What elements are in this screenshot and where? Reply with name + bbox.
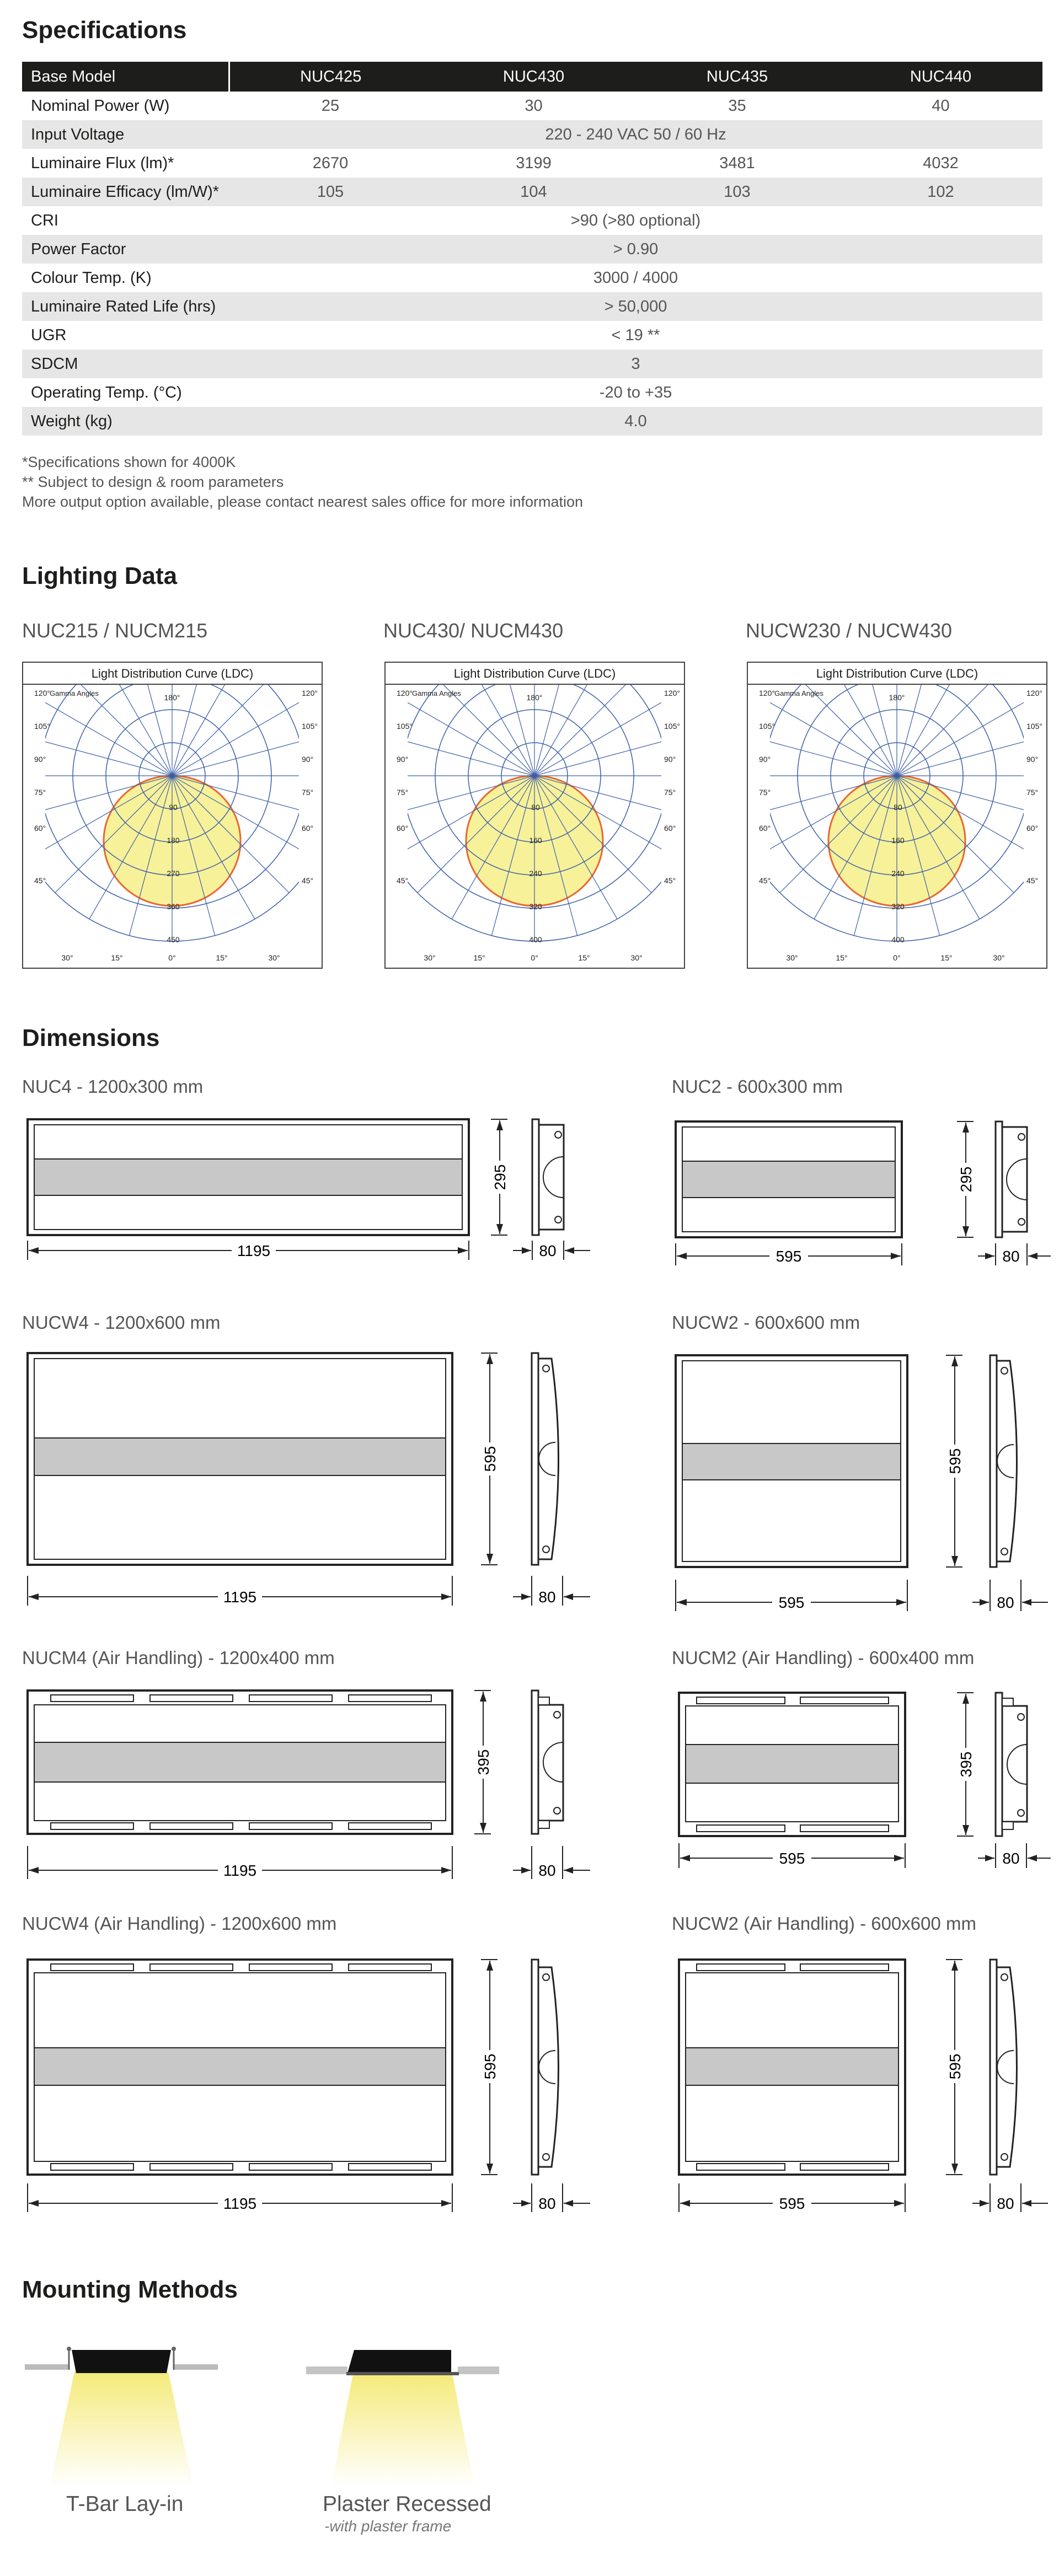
- ldc-chart: [747, 662, 1047, 969]
- ldc-title: NUCW230 / NUCW430: [746, 619, 953, 642]
- dimension-width-label: 1195: [237, 1242, 271, 1259]
- ldc-radial-label: 240: [529, 869, 542, 878]
- spec-row: [22, 321, 1042, 350]
- specifications-title: Specifications: [22, 17, 187, 44]
- spec-row-label: UGR: [22, 321, 229, 350]
- ldc-radial-label: 400: [529, 935, 542, 944]
- dimension-width-label: 595: [778, 1594, 805, 1611]
- spec-row-label: Luminaire Efficacy (lm/W)*: [22, 178, 229, 206]
- dimension-width-label: 1195: [223, 1588, 257, 1606]
- spec-cell: 3: [229, 350, 1042, 378]
- ldc-polar-plot: [386, 685, 684, 968]
- ldc-angle-label: 60°: [759, 824, 771, 833]
- ldc-angle-label: 0°: [168, 953, 176, 962]
- dimension-height-label: 395: [475, 1749, 492, 1775]
- ldc-angle-label: 45°: [759, 876, 771, 885]
- spec-row-label: Colour Temp. (K): [22, 264, 229, 292]
- spec-row: [22, 350, 1042, 378]
- ldc-angle-label: 90°: [1026, 755, 1039, 764]
- dimension-depth-label: 80: [997, 1594, 1014, 1611]
- spec-cell: 105: [229, 178, 432, 206]
- spec-row-label: Operating Temp. (°C): [22, 378, 229, 407]
- ldc-title: NUC215 / NUCM215: [22, 619, 208, 642]
- ldc-grid-spoke: [534, 733, 684, 776]
- dimension-depth-label: 80: [1002, 1850, 1020, 1867]
- spec-row-label: CRI: [22, 206, 229, 235]
- spec-row-label: Luminaire Flux (lm)*: [22, 149, 229, 178]
- dimension-title: NUCW4 (Air Handling) - 1200x600 mm: [22, 1913, 337, 1934]
- ldc-gamma-label: Gamma Angles: [412, 689, 461, 697]
- ldc-radial-label: 400: [891, 935, 905, 944]
- dimension-drawing: [670, 1108, 1056, 1279]
- ldc-chart: [22, 662, 323, 969]
- dimension-drawing: [670, 1345, 1056, 1616]
- ldc-heading: Light Distribution Curve (LDC): [748, 663, 1046, 685]
- dimension-height-label: 595: [482, 1446, 499, 1472]
- ldc-grid-spoke: [172, 693, 315, 776]
- dimension-drawing: [670, 1681, 1056, 1879]
- spec-cell: 220 - 240 VAC 50 / 60 Hz: [229, 120, 1042, 149]
- ldc-angle-label: 60°: [397, 824, 409, 833]
- spec-row: [22, 264, 1042, 292]
- ldc-angle-label: 90°: [664, 755, 676, 764]
- dimension-depth-label: 80: [1002, 1248, 1020, 1265]
- dimension-depth-label: 80: [538, 2195, 556, 2212]
- ldc-angle-label: 45°: [664, 876, 676, 885]
- dimension-height-label: 295: [958, 1166, 975, 1193]
- ldc-angle-label: 120°: [397, 689, 413, 697]
- dimension-drawing: [22, 1345, 618, 1616]
- ldc-angle-label: 60°: [302, 824, 314, 833]
- t-bar-mounting-illustration: [22, 2338, 232, 2498]
- ldc-radial-label: 160: [891, 836, 905, 845]
- spec-row-label: Weight (kg): [22, 407, 229, 436]
- dimension-height-label: 595: [946, 1448, 964, 1474]
- dimension-height-label: 295: [491, 1164, 509, 1190]
- ldc-angle-label: 30°: [786, 953, 798, 962]
- spec-cell: 103: [635, 178, 839, 206]
- ldc-heading: Light Distribution Curve (LDC): [23, 663, 322, 685]
- ldc-angle-label: 75°: [759, 788, 771, 797]
- ldc-grid-spoke: [897, 733, 1046, 776]
- ldc-angle-label: 105°: [34, 722, 50, 731]
- dimension-drawing: [22, 1108, 618, 1274]
- spec-row-label: Luminaire Rated Life (hrs): [22, 292, 229, 321]
- spec-cell: 3199: [432, 149, 635, 178]
- dimension-title: NUCW2 (Air Handling) - 600x600 mm: [672, 1913, 976, 1934]
- ldc-angle-label: 45°: [34, 876, 46, 885]
- ldc-radial-label: 90: [169, 803, 178, 812]
- spec-cell: 40: [839, 92, 1042, 120]
- ldc-angle-label: 30°: [630, 953, 643, 962]
- spec-header-base-model: Base Model: [22, 62, 229, 92]
- spec-cell: 102: [839, 178, 1042, 206]
- ldc-angle-label: 15°: [216, 953, 228, 962]
- ldc-grid-spoke: [897, 685, 1014, 776]
- spec-cell: 4032: [839, 149, 1042, 178]
- dimension-height-label: 395: [958, 1751, 975, 1778]
- mounting-method-label: T-Bar Lay-in: [66, 2492, 184, 2516]
- ldc-polar-plot: [23, 685, 322, 968]
- dimension-width-label: 595: [779, 1850, 805, 1867]
- dimension-width-label: 595: [779, 2195, 805, 2212]
- spec-header-row: [22, 62, 1042, 92]
- ldc-title: NUC430/ NUCM430: [383, 619, 564, 642]
- ldc-angle-label: 105°: [759, 722, 775, 731]
- spec-cell: > 50,000: [229, 292, 1042, 321]
- spec-cell: 3000 / 4000: [229, 264, 1042, 292]
- spec-cell: -20 to +35: [229, 378, 1042, 407]
- ldc-angle-label: 90°: [302, 755, 314, 764]
- ldc-grid-spoke: [780, 685, 897, 776]
- ldc-grid-spoke: [172, 733, 322, 776]
- ldc-grid-spoke: [534, 685, 651, 776]
- ldc-angle-label: 120°: [34, 689, 50, 697]
- ldc-heading: Light Distribution Curve (LDC): [386, 663, 684, 685]
- ldc-radial-label: 240: [891, 869, 905, 878]
- ldc-angle-label: 75°: [397, 788, 409, 797]
- spec-cell: 3481: [635, 149, 839, 178]
- dimension-width-label: 1195: [223, 1862, 257, 1879]
- ldc-angle-label: 120°: [664, 689, 680, 697]
- mounting-method-sublabel: -with plaster frame: [324, 2518, 452, 2535]
- ldc-angle-label: 45°: [1026, 876, 1039, 885]
- footnote: More output option available, please contact nearest sales office for more information: [22, 493, 584, 510]
- ldc-angle-label: 60°: [34, 824, 46, 833]
- spec-cell: 104: [432, 178, 635, 206]
- spec-header-model: NUC425: [229, 62, 432, 92]
- plaster-recessed-illustration: [303, 2338, 513, 2498]
- ldc-angle-label: 120°: [1026, 689, 1042, 697]
- ldc-radial-label: 80: [894, 803, 902, 812]
- dimension-depth-label: 80: [997, 2195, 1014, 2212]
- spec-row: [22, 92, 1042, 120]
- ldc-angle-label: 120°: [302, 689, 318, 697]
- ldc-grid-spoke: [897, 693, 1040, 776]
- ldc-grid-spoke: [55, 685, 172, 776]
- ldc-angle-label: 105°: [302, 722, 318, 731]
- ldc-gamma-label: Gamma Angles: [50, 689, 99, 697]
- ldc-grid-spoke: [753, 693, 897, 776]
- spec-row: [22, 120, 1042, 149]
- specifications-table: [22, 62, 1042, 436]
- ldc-radial-label: 270: [167, 869, 180, 878]
- ldc-radial-label: 160: [529, 836, 542, 845]
- ldc-angle-label: 15°: [473, 953, 485, 962]
- spec-row: [22, 206, 1042, 235]
- lighting-data-title: Lighting Data: [22, 562, 178, 589]
- spec-row: [22, 292, 1042, 321]
- spec-row-label: Input Voltage: [22, 120, 229, 149]
- ldc-angle-label: 15°: [111, 953, 123, 962]
- dimension-width-label: 595: [775, 1248, 802, 1265]
- dimension-height-label: 595: [482, 2053, 499, 2080]
- ldc-angle-label: 0°: [893, 953, 901, 962]
- ldc-angle-label: 30°: [61, 953, 73, 962]
- spec-cell: 30: [432, 92, 635, 120]
- ldc-polar-plot: [748, 685, 1046, 968]
- spec-cell: > 0.90: [229, 235, 1042, 264]
- spec-row-label: Nominal Power (W): [22, 92, 229, 120]
- mounting-methods-title: Mounting Methods: [22, 2276, 238, 2303]
- footnote: ** Subject to design & room parameters: [22, 474, 284, 490]
- ldc-angle-label: 30°: [993, 953, 1005, 962]
- dimension-height-label: 595: [946, 2053, 964, 2080]
- ldc-grid-spoke: [418, 685, 534, 776]
- ldc-grid-spoke: [534, 693, 678, 776]
- ldc-angle-label: 30°: [424, 953, 436, 962]
- ldc-angle-label: 75°: [34, 788, 46, 797]
- ldc-angle-label: 15°: [940, 953, 953, 962]
- ldc-chart: [384, 662, 685, 969]
- ldc-angle-label: 180°: [526, 693, 543, 702]
- ldc-radial-label: 450: [167, 935, 180, 944]
- ldc-angle-label: 45°: [302, 876, 314, 885]
- ldc-angle-label: 60°: [1026, 824, 1039, 833]
- dimension-title: NUC2 - 600x300 mm: [672, 1076, 843, 1097]
- ldc-angle-label: 105°: [664, 722, 680, 731]
- spec-row: [22, 378, 1042, 407]
- ldc-angle-label: 30°: [268, 953, 280, 962]
- dimension-title: NUC4 - 1200x300 mm: [22, 1076, 204, 1097]
- spec-cell: >90 (>80 optional): [229, 206, 1042, 235]
- ldc-angle-label: 180°: [164, 693, 180, 702]
- ldc-radial-label: 320: [529, 902, 542, 911]
- dimension-depth-label: 80: [538, 1862, 556, 1879]
- spec-header-model: NUC430: [432, 62, 635, 92]
- dimension-title: NUCM2 (Air Handling) - 600x400 mm: [672, 1647, 975, 1668]
- dimension-drawing: [670, 1946, 1056, 2222]
- spec-row: [22, 235, 1042, 264]
- spec-cell: 2670: [229, 149, 432, 178]
- dimension-depth-label: 80: [538, 1588, 556, 1606]
- spec-cell: 25: [229, 92, 432, 120]
- ldc-angle-label: 105°: [397, 722, 413, 731]
- spec-cell: 4.0: [229, 407, 1042, 436]
- ldc-angle-label: 75°: [302, 788, 314, 797]
- spec-row: [22, 178, 1042, 206]
- spec-row: [22, 407, 1042, 436]
- ldc-angle-label: 75°: [664, 788, 676, 797]
- dimension-title: NUCW2 - 600x600 mm: [672, 1312, 860, 1333]
- spec-cell: 35: [635, 92, 839, 120]
- spec-row-label: Power Factor: [22, 235, 229, 264]
- mounting-method-label: Plaster Recessed: [323, 2492, 491, 2516]
- ldc-angle-label: 15°: [578, 953, 590, 962]
- spec-row: [22, 149, 1042, 178]
- ldc-angle-label: 105°: [1026, 722, 1042, 731]
- ldc-radial-label: 80: [531, 803, 540, 812]
- ldc-radial-label: 180: [167, 836, 180, 845]
- ldc-gamma-label: Gamma Angles: [774, 689, 823, 697]
- ldc-grid-spoke: [29, 693, 172, 776]
- spec-cell: < 19 **: [229, 321, 1042, 350]
- ldc-grid-spoke: [172, 685, 289, 776]
- dimensions-title: Dimensions: [22, 1024, 160, 1051]
- footnote: *Specifications shown for 4000K: [22, 454, 236, 470]
- ldc-grid-spoke: [391, 693, 534, 776]
- ldc-angle-label: 120°: [759, 689, 775, 697]
- spec-row-label: SDCM: [22, 350, 229, 378]
- dimension-drawing: [22, 1681, 618, 1890]
- ldc-angle-label: 75°: [1026, 788, 1039, 797]
- ldc-angle-label: 15°: [836, 953, 848, 962]
- spec-header-model: NUC435: [635, 62, 839, 92]
- ldc-angle-label: 90°: [397, 755, 409, 764]
- spec-footnotes: [22, 452, 583, 512]
- dimension-title: NUCW4 - 1200x600 mm: [22, 1312, 221, 1333]
- ldc-angle-label: 90°: [759, 755, 771, 764]
- dimension-title: NUCM4 (Air Handling) - 1200x400 mm: [22, 1647, 335, 1668]
- ldc-angle-label: 60°: [664, 824, 676, 833]
- ldc-angle-label: 90°: [34, 755, 46, 764]
- ldc-radial-label: 320: [891, 902, 905, 911]
- dimension-depth-label: 80: [539, 1242, 557, 1259]
- ldc-radial-label: 360: [167, 902, 180, 911]
- ldc-angle-label: 45°: [397, 876, 409, 885]
- spec-header-model: NUC440: [839, 62, 1042, 92]
- ldc-angle-label: 0°: [531, 953, 538, 962]
- dimension-drawing: [22, 1946, 618, 2222]
- ldc-angle-label: 180°: [889, 693, 905, 702]
- dimension-width-label: 1195: [223, 2195, 257, 2212]
